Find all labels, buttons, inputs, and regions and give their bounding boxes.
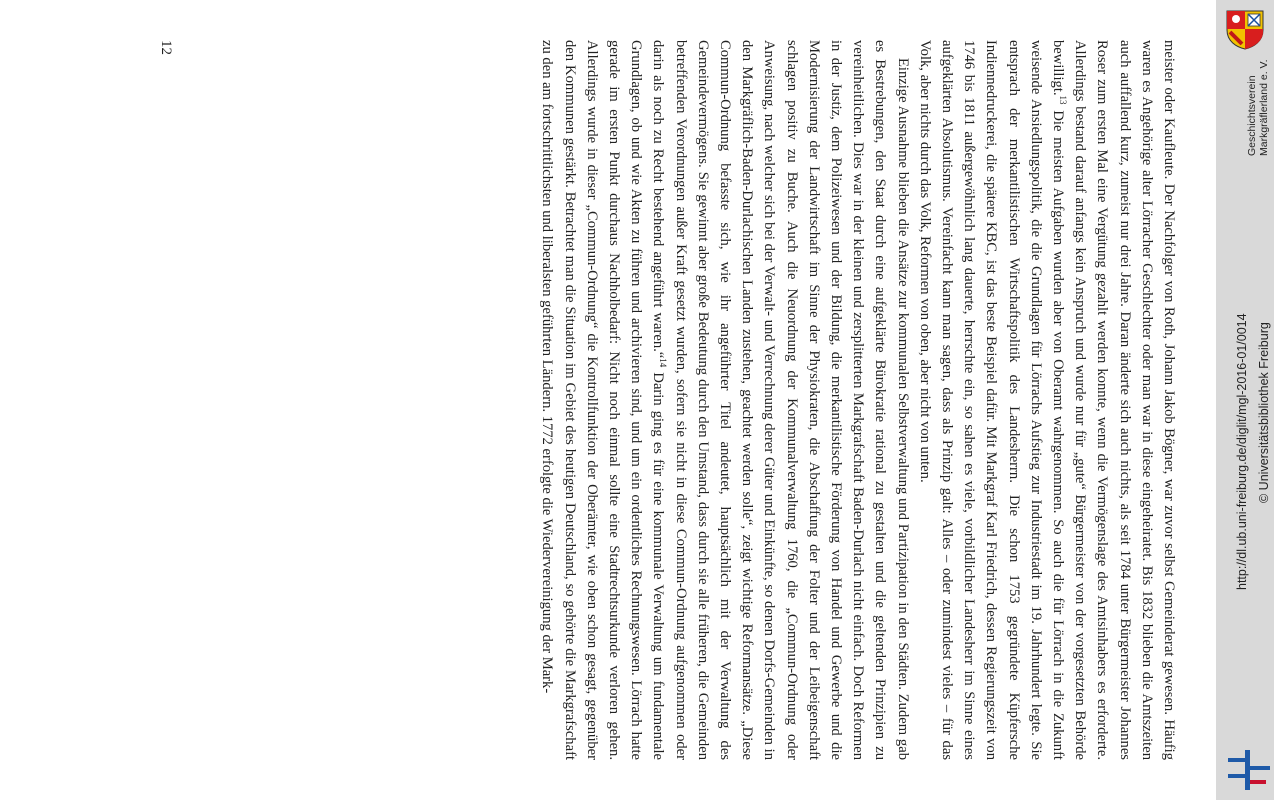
paragraph-1-continued: Die meisten Aufgaben wurden aber von Oberamt wahrgenommen. So auch die für Lörrach in die Zukunft weisende Ansiedlungspolitik, die die Grundlagen für Lörrachs Aufstieg zur Industriestadt im 19. Jahrhundert legte. Sie entsprach der merkantilistischen Wirtschaftspolitik des Landesherrn. Die schon 1753 gegründete Küpfersche Indiennedruckerei, die spätere KBC, ist das beste Beispiel dafür. Mit Markgraf Karl Friedrich, dessen Regierungszeit von 1746 bis 1811 außergewöhnlich lang dauerte, herrschte ein, so sahen es viele, vorbildlicher Landesherr im Sinne eines aufgeklärten Absolutismus. Vereinfacht kann man sagen, dass als Prinzip galt: Alles – oder zumindest vieles – für das Volk, aber nichts durch das Volk, Reformen von oben, aber nicht von unten. <box>916 40 1066 760</box>
footnote-marker-13: 13 <box>1057 95 1068 105</box>
footnote-marker-14: 14 <box>658 358 669 368</box>
coat-of-arms-icon <box>1224 8 1266 50</box>
book-page <box>80 40 1180 760</box>
paragraph-2-continued: Darin ging es für eine kommunale Verwaltung um fundamentale Grundlagen, ob und wie Akten zu führen und archivieren sind, und um ein ordentliches Rechnungswesen. Lörrach hatte gerade im ersten Punkt durchaus Nachholbedarf: Nicht noch einmal sollte eine Stadtrechtsurkunde verloren gehen. Allerdings wurde in dieser „Commun-Ordnung“ die Kontrollfunktion der Oberämter, wie oben schon gesagt, gegenüber den Kommunen gestärkt. Betrachtet man die Situation im Gebiet des heutigen Deutschland, so gehörte die Markgrafschaft zu den am fortschrittlichsten und liberalsten geführten Ländern. 1772 erfolgte die Wiedervereinigung der Mark- <box>539 40 667 761</box>
paragraph-1-text: meister oder Kaufleute. Der Nachfolger von Roth, Johann Jakob Bögner, war zuvor selbst Gemeinderat gewesen. Häufig waren es Angehörige alter Lörracher Geschlechter oder man war in diese eingeheiratet. Bis 1832 blieben die Amtszeiten auch auffallend kurz, zumeist nur drei Jahre. Daran änderte sich auch nichts, als seit 1784 unter Bürgermeister Johannes Roser zum ersten Mal eine Vergütung gezahlt werden konnte, wenn die Vermögenslage des Amtsinhabers es erforderte. Allerdings bestand darauf anfangs kein Anspruch und wurde nur für „gute“ Bürgermeister von der vorgesetzten Behörde bewilligt. <box>1049 40 1177 760</box>
paragraph-2-text: Einzige Ausnahme blieben die Ansätze zur kommunalen Selbstverwaltung und Partizipation in den Städten. Zudem gab es Bestrebungen, den Staat durch eine aufgeklärte Bürokratie rational zu gestalten und die geltenden Prinzipien zu vereinheitlichen. Dies war in der kleinen und zersplitterten Markgrafschaft Baden-Durlach nicht einfach. Doch Reformen in der Justiz, dem Polizeiwesen und der Bildung, die merkantilistische Förderung von Handel und Gewerbe und die Modernisierung der Landwirtschaft im Sinne der Physiokraten, die Abschaffung der Folter und der Leibeigenschaft schlagen positiv zu Buche. Auch die Neuordnung der Kommunalverwaltung 1760, die „Commun-Ordnung oder Anweisung, nach welcher sich bei der Verwalt- und Verrechnung derer Güter und Einkünfte, so denen Dorfs-Gemeinden in den Markgräflich-Baden-Durlachischen Landen zustehen, geachtet werden solle“, zeigt wichtige Reformansätze. „Diese Commun-Ordnung befasste sich, wie ihr angeführter Titel andeutet, hauptsächlich mit der Verwaltung des Gemeindevermögens. Sie gewinnt aber große Bedeutung durch den Umstand, dass durch sie alle früheren, die Gemeinden betreffenden Verordnungen außer Kraft gesetzt wurden, sofern sie nicht in diese Commun-Ordnung aufgenommen oder darin als noch zu Recht bestehend angeführt waren.“ <box>650 40 911 760</box>
copyright-notice: © Universitätsbibliothek Freiburg <box>1257 322 1271 503</box>
page-number: 12 <box>158 40 174 55</box>
society-region: Markgräflerland e. V. <box>1258 59 1270 156</box>
document-url[interactable]: http://dl.ub.uni-freiburg.de/diglit/mgl-2016-01/0014 <box>1235 313 1249 590</box>
ub-freiburg-logo-icon <box>1226 748 1272 792</box>
society-name: Geschichtsverein <box>1246 75 1258 156</box>
paragraph-2 <box>536 40 913 760</box>
paragraph-1 <box>914 40 1180 760</box>
